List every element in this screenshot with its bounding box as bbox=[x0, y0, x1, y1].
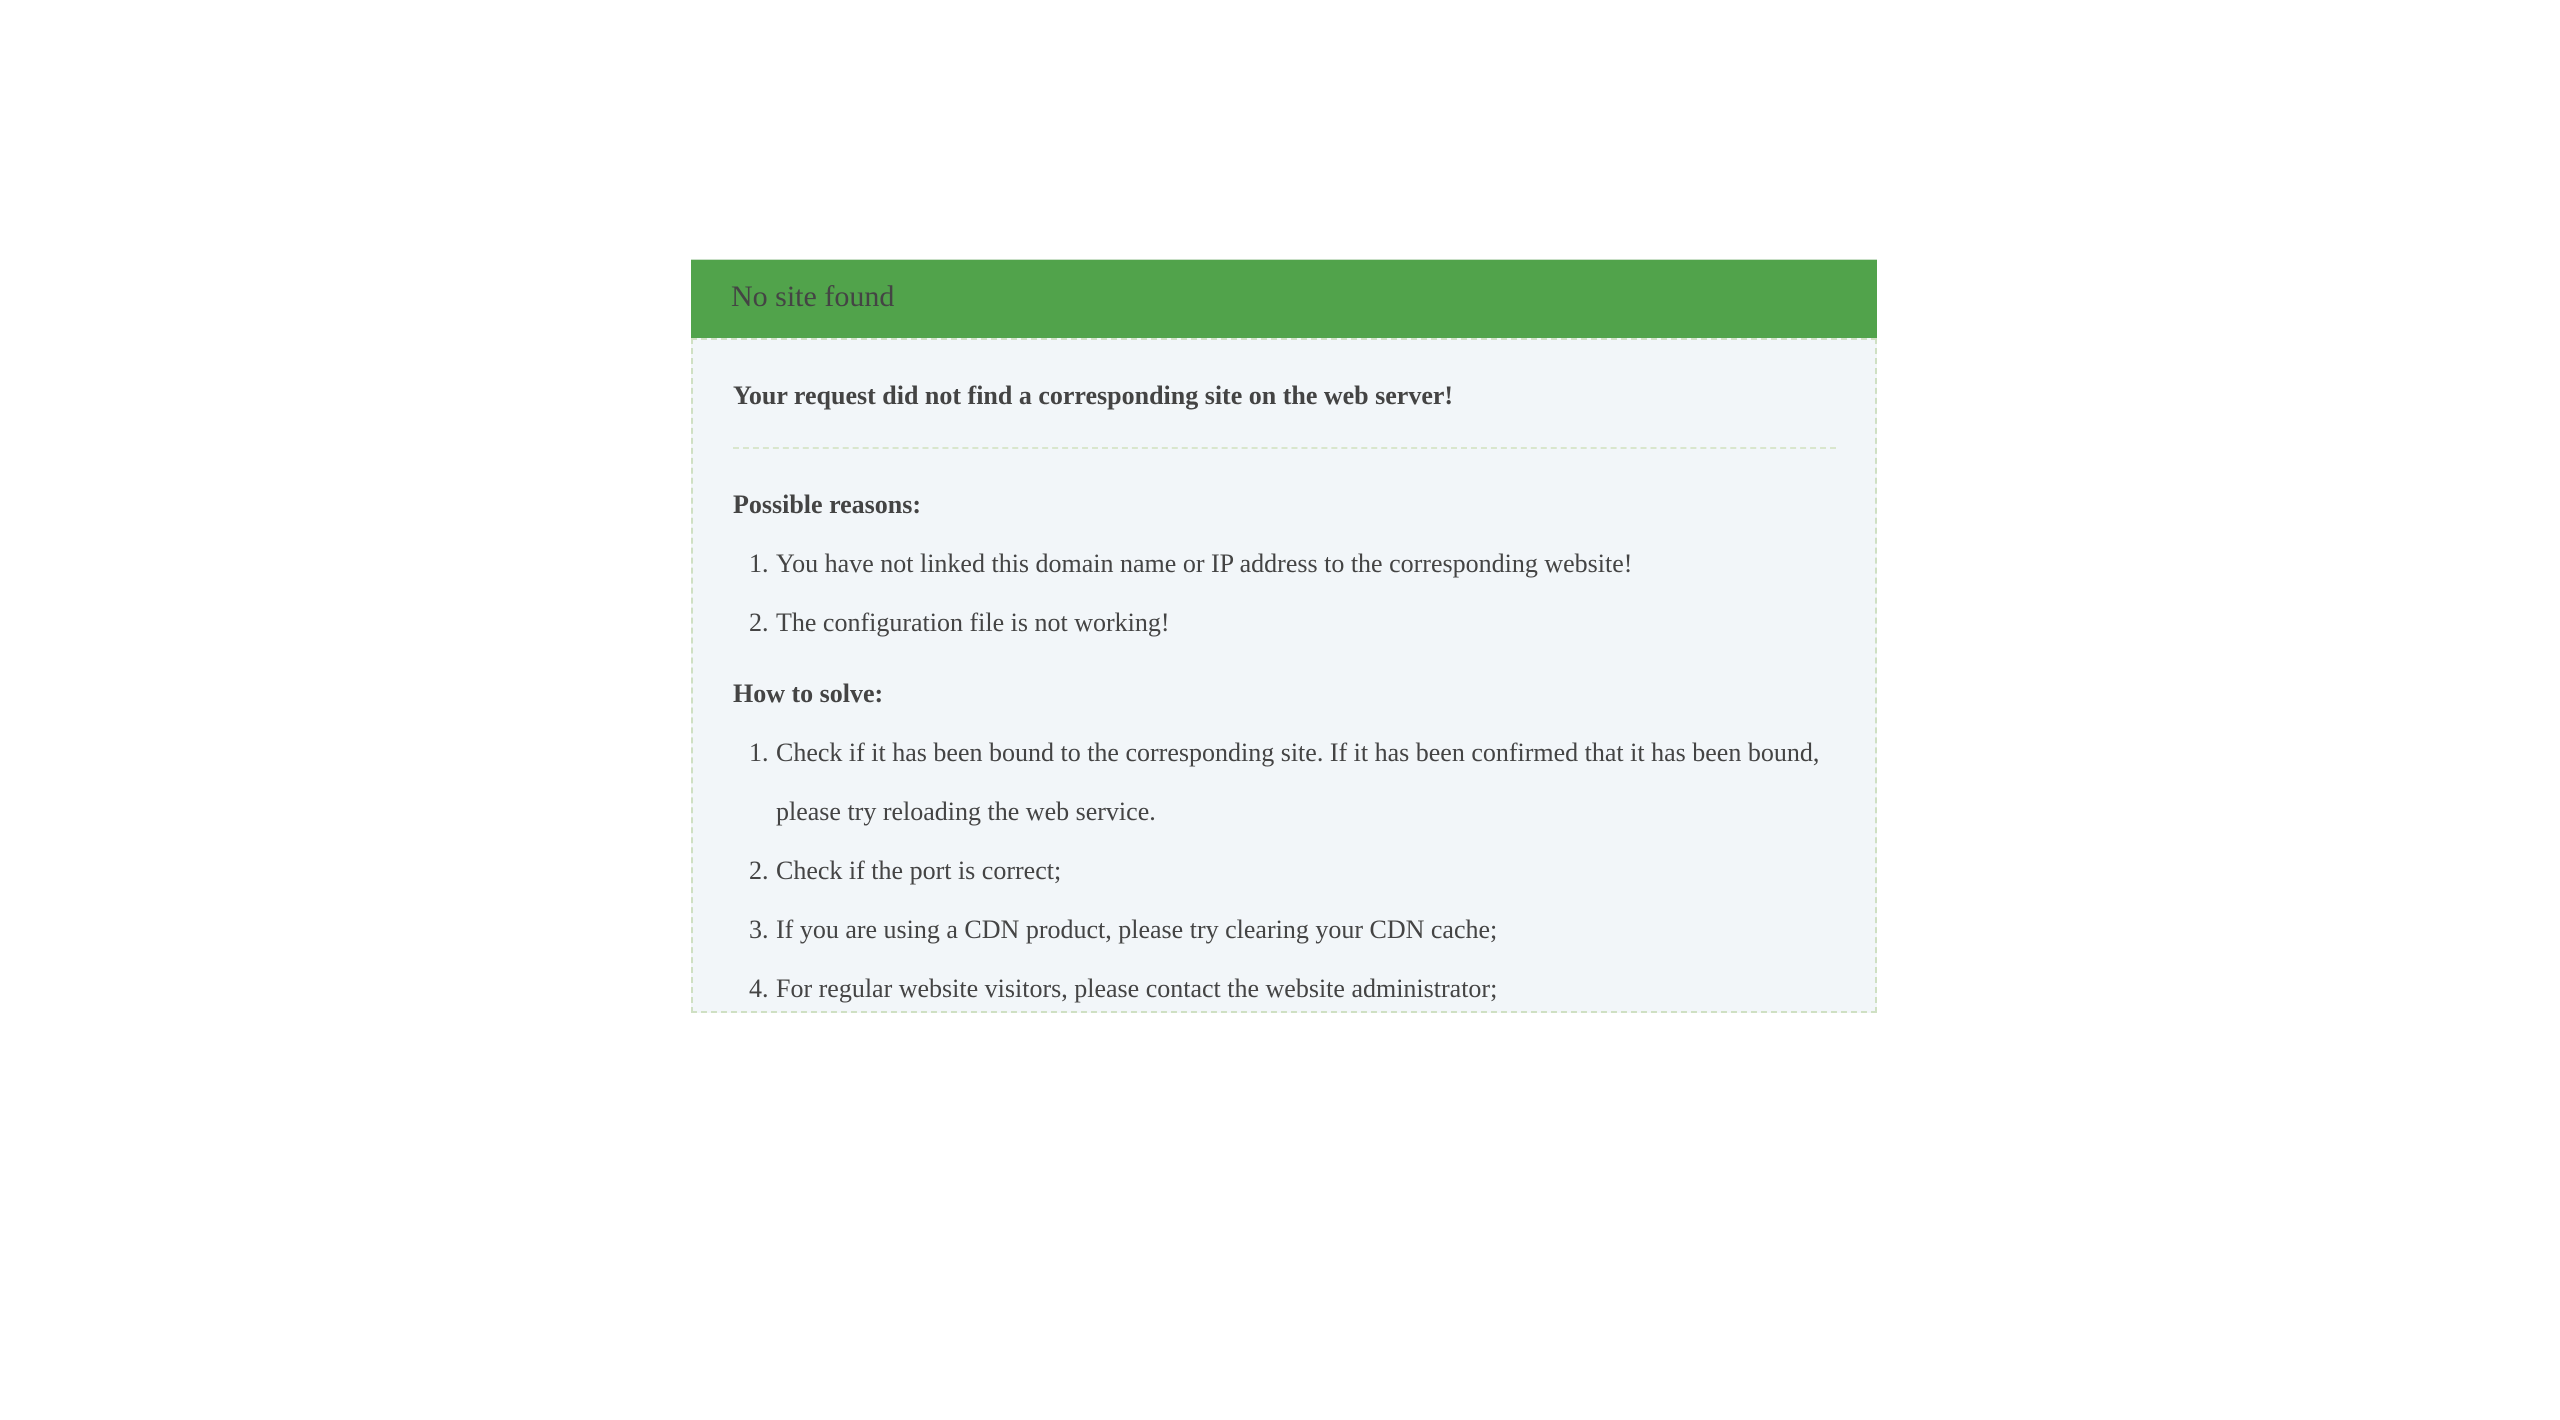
list-number: 1. bbox=[749, 549, 769, 578]
error-header bbox=[691, 259, 1877, 338]
divider bbox=[733, 447, 1836, 449]
error-content bbox=[691, 338, 1877, 1013]
list-number: 2. bbox=[749, 608, 769, 637]
solve-item bbox=[733, 959, 1836, 1018]
reasons-heading: Possible reasons: bbox=[733, 490, 922, 519]
solve-list bbox=[733, 723, 1836, 1018]
solve-heading: How to solve: bbox=[733, 679, 884, 708]
solve-text: If you are using a CDN product, please try clearing your CDN cache; bbox=[776, 915, 1498, 944]
solve-text: For regular website visitors, please contact the website administrator; bbox=[776, 974, 1498, 1003]
reason-item bbox=[733, 593, 1836, 652]
reason-item bbox=[733, 534, 1836, 593]
solve-item bbox=[733, 841, 1836, 900]
solve-text: Check if the port is correct; bbox=[776, 856, 1062, 885]
error-card bbox=[691, 259, 1877, 1013]
list-number: 1. bbox=[749, 738, 769, 767]
page-title: No site found bbox=[731, 280, 895, 313]
solve-item bbox=[733, 723, 1836, 841]
solve-text: Check if it has been bound to the corresponding site. If it has been confirmed that it has been bound, please try reloading the web service. bbox=[776, 738, 1820, 826]
list-number: 2. bbox=[749, 856, 769, 885]
solve-item bbox=[733, 900, 1836, 959]
reason-text: The configuration file is not working! bbox=[776, 608, 1170, 637]
list-number: 4. bbox=[749, 974, 769, 1003]
reason-text: You have not linked this domain name or IP address to the corresponding website! bbox=[776, 549, 1633, 578]
error-message: Your request did not find a corresponding site on the web server! bbox=[733, 381, 1454, 410]
list-number: 3. bbox=[749, 915, 769, 944]
reasons-list bbox=[733, 534, 1836, 652]
